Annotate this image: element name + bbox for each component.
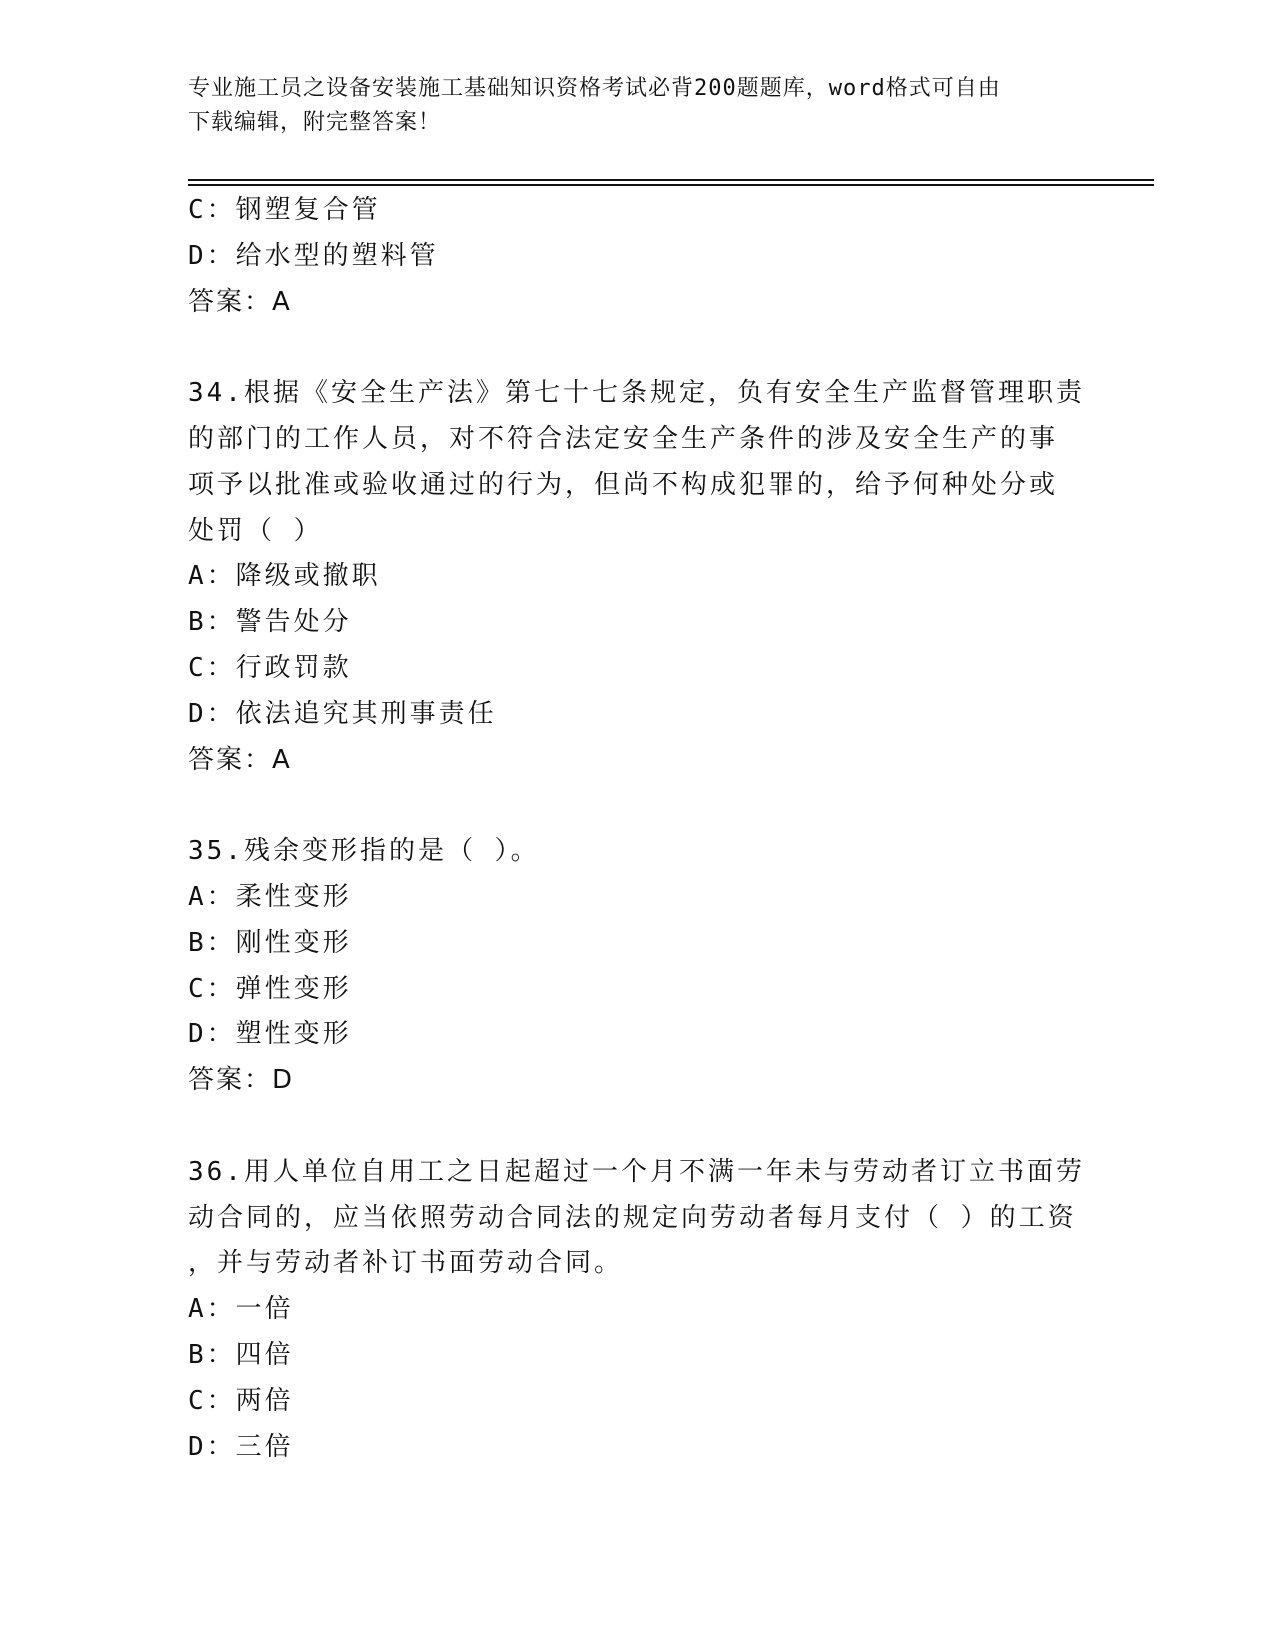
header-line-1: 专业施工员之设备安装施工基础知识资格考试必背200题题库，word格式可自由: [188, 76, 1001, 101]
question-stem-line: 项予以批准或验收通过的行为，但尚不构成犯罪的，给予何种处分或: [188, 469, 1059, 500]
spacer: [188, 783, 1088, 829]
option-a: A：降级或撤职: [188, 561, 381, 592]
question-stem-line: 35.残余变形指的是（ ）。: [188, 836, 540, 867]
option-c: C：两倍: [188, 1385, 294, 1416]
option-c: C：行政罚款: [188, 652, 352, 683]
question-stem-line: ，并与劳动者补订书面劳动合同。: [188, 1248, 624, 1279]
option-b: B：警告处分: [188, 607, 352, 638]
answer-line: 答案：A: [188, 286, 292, 317]
option-c: C：钢塑复合管: [188, 195, 381, 225]
question-stem-line: 36.用人单位自用工之日起超过一个月不满一年未与劳动者订立书面劳: [188, 1156, 1085, 1187]
answer-line: 答案：D: [188, 1065, 295, 1096]
option-d: D：塑性变形: [188, 1019, 352, 1050]
question-list: [188, 188, 1088, 1470]
option-c: C：弹性变形: [188, 973, 352, 1004]
spacer: [188, 325, 1088, 371]
option-d: D：依法追究其刑事责任: [188, 698, 497, 729]
option-a: A：柔性变形: [188, 881, 352, 912]
question-stem-line: 的部门的工作人员，对不符合法定安全生产条件的涉及安全生产的事: [188, 423, 1059, 454]
question-34: [188, 371, 1088, 783]
option-b: B：四倍: [188, 1339, 294, 1370]
header-divider-top: [188, 179, 1154, 181]
question-stem-line: 动合同的，应当依照劳动合同法的规定向劳动者每月支付（ ）的工资: [188, 1202, 1077, 1233]
question-33-continued: [188, 188, 1088, 325]
header-line-2: 下载编辑，附完整答案！: [188, 110, 442, 135]
option-d: D：三倍: [188, 1431, 294, 1462]
question-stem-line: 处罚（ ）: [188, 515, 323, 546]
header-divider-bottom: [188, 184, 1154, 186]
spacer: [188, 1104, 1088, 1150]
answer-line: 答案：A: [188, 744, 292, 775]
option-a: A：一倍: [188, 1294, 294, 1325]
document-header: [188, 72, 1088, 140]
question-35: [188, 829, 1088, 1104]
option-d: D：给水型的塑料管: [188, 240, 439, 271]
question-36: [188, 1150, 1088, 1471]
option-b: B：刚性变形: [188, 927, 352, 958]
question-stem-line: 34.根据《安全生产法》第七十七条规定，负有安全生产监督管理职责: [188, 378, 1085, 409]
